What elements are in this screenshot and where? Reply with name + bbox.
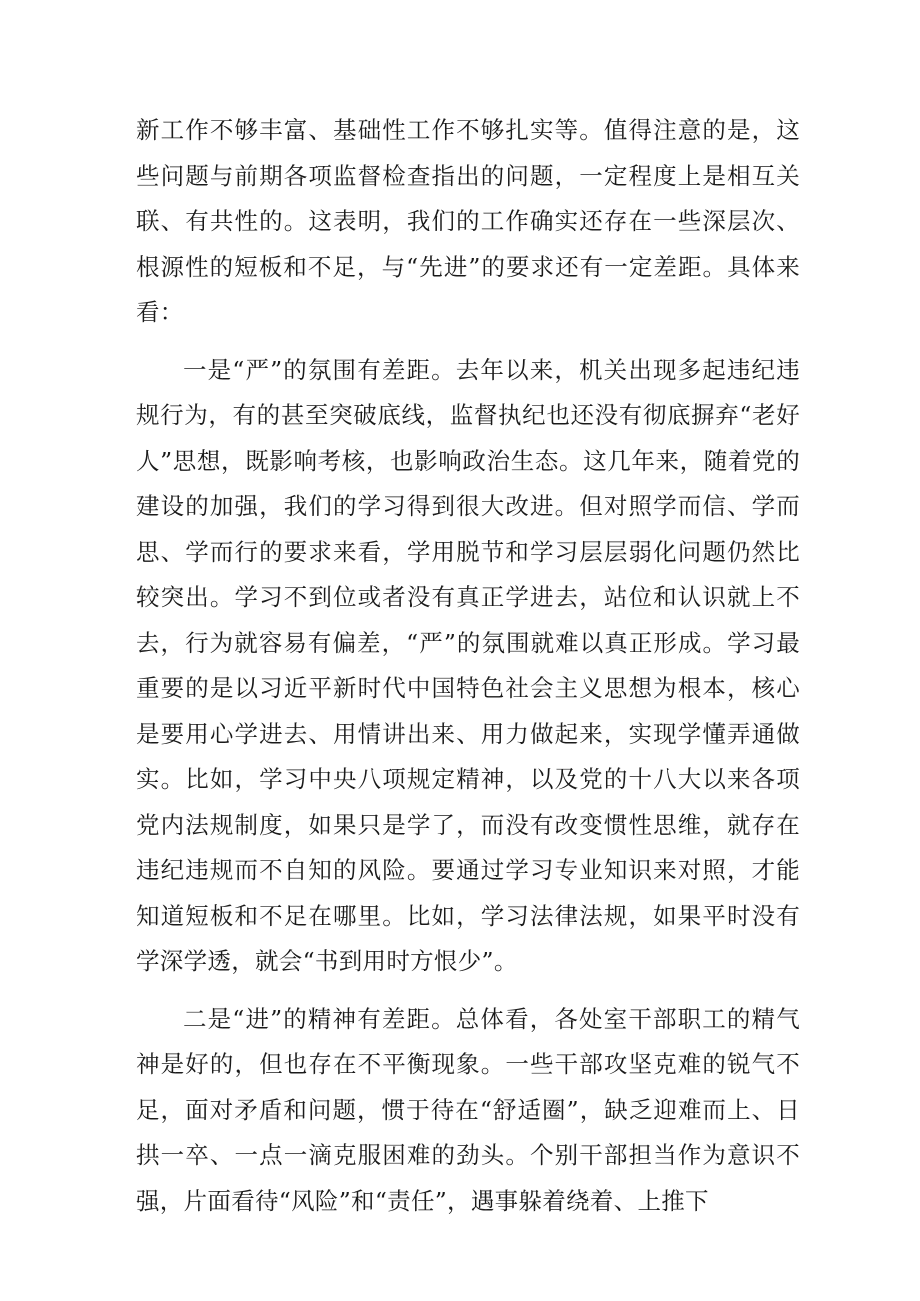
body-text [136, 108, 800, 1224]
paragraph-continuation: 新工作不够丰富、基础性工作不够扎实等。值得注意的是，这些问题与前期各项监督检查指出的问题，一定程度上是相互关联、有共性的。这表明，我们的工作确实还存在一些深层次、根源性的短板和不足，与“先进”的要求还有一定差距。具体来看： [136, 116, 800, 326]
paragraph-progress-spirit: 二是“进”的精神有差距。总体看，各处室干部职工的精气神是好的，但也存在不平衡现象。一些干部攻坚克难的锐气不足，面对矛盾和问题，惯于待在“舒适圈”，缺乏迎难而上、日拱一卒、一点一滴克服困难的劲头。个别干部担当作为意识不强，片面看待“风险”和“责任”，遇事躲着绕着、上推下 [136, 1004, 800, 1215]
paragraph-strict-atmosphere: 一是“严”的氛围有差距。去年以来，机关出现多起违纪违规行为，有的甚至突破底线，监督执纪也还没有彻底摒弃“老好人”思想，既影响考核，也影响政治生态。这几年来，随着党的建设的加强，我们的学习得到很大改进。但对照学而信、学而思、学而行的要求来看，学用脱节和学习层层弱化问题仍然比较突出。学习不到位或者没有真正学进去，站位和认识就上不去，行为就容易有偏差，“严”的氛围就难以真正形成。学习最重要的是以习近平新时代中国特色社会主义思想为根本，核心是要用心学进去、用情讲出来、用力做起来，实现学懂弄通做实。比如，学习中央八项规定精神，以及党的十八大以来各项党内法规制度，如果只是学了，而没有改变惯性思维，就存在违纪违规而不自知的风险。要通过学习专业知识来对照，才能知道短板和不足在哪里。比如，学习法律法规，如果平时没有学深学透，就会“书到用时方恨少”。 [136, 355, 800, 975]
